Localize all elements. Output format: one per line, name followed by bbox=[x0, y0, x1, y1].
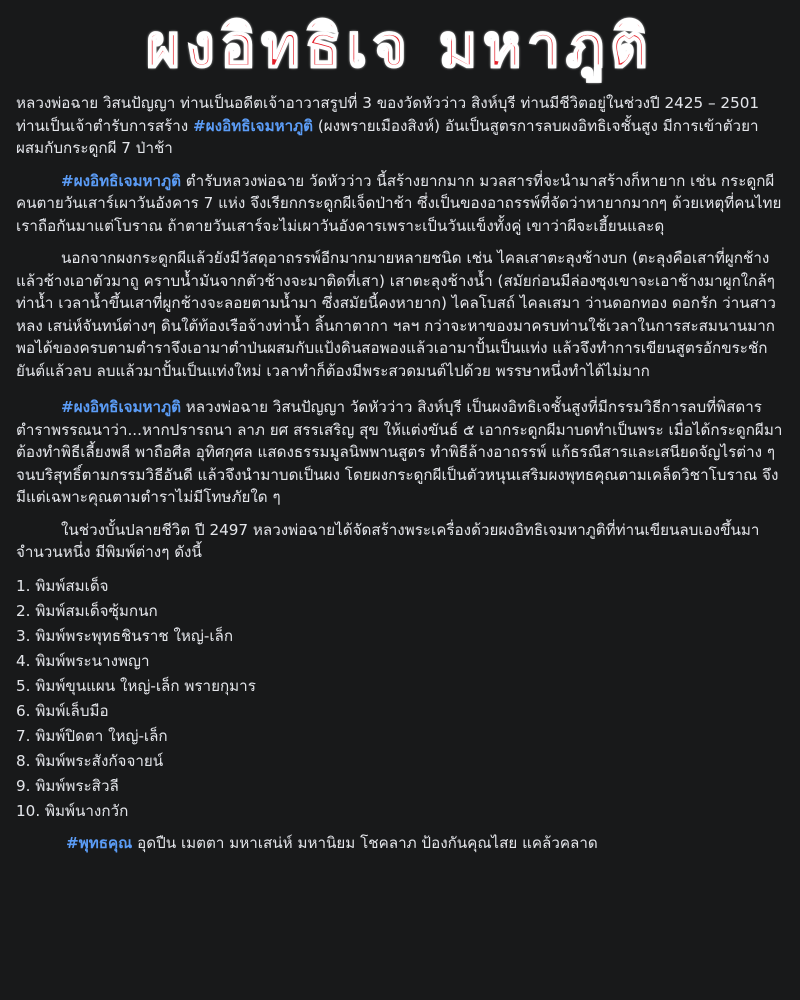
paragraph-method bbox=[16, 396, 784, 509]
paragraph-materials: นอกจากผงกระดูกผีแล้วยังมีวัสดุอาถรรพ์อีกมากมายหลายชนิด เช่น ไคลเสาตะลุงช้างบก (ตะลุงคือเสาที่ผูกช้างแล้วช้างเอาตัวมาถู คราบน้ำมันจากตัวช้างจะมาติดที่เสา) เสาตะลุงช้างน้ำ (สมัยก่อนมีล่องซุงเขาจะเอาช้างมาผูกใกล้ๆ ท่าน้ำ เวลาน้ำขึ้นเสาที่ผูกช้างจะลอยตามน้ำมา ซึ่งสมัยนี้คงหายาก) ไคลโบสถ์ ไคลเสมา ว่านดอกทอง ดอกรัก ว่านสาวหลง เสน่ห์จันทน์ต่างๆ ดินใต้ท้องเรือจ้างท่าน้ำ ลิ้นกาตากา ฯลฯ กว่าจะหาของมาครบท่านใช้เวลาในการสะสมนานมาก พอได้ของครบตามตำราจึงเอามาตำป่นผสมกับแป้งดินสอพองแล้วเอามาปั้นเป็นแท่ง แล้วจึงทำการเขียนสูตรอักขระชักยันต์แล้วลบ ลบแล้วมาปั้นเป็นแท่งใหม่ เวลาทำก็ต้องมีพระสวดมนต์ไปด้วย พรรษาหนึ่งทำได้ไม่มาก bbox=[16, 249, 776, 380]
list-item: 1. พิมพ์สมเด็จ bbox=[16, 576, 109, 595]
list-item: 2. พิมพ์สมเด็จซุ้มกนก bbox=[16, 601, 158, 620]
hashtag-link[interactable]: #พุทธคุณ bbox=[66, 833, 133, 852]
list-item: 10. พิมพ์นางกวัก bbox=[16, 801, 129, 820]
hashtag-link[interactable]: #ผงอิทธิเจมหาภูติ bbox=[61, 171, 181, 190]
recipe-text: ตำรับหลวงพ่อฉาย วัดหัวว่าว นี้สร้างยากมาก มวลสารที่จะนำมาสร้างก็หายาก เช่น กระดูกผีคนตายวันเสาร์เผาวันอังคาร 7 แห่ง จึงเรียกกระดูกผีเจ็ดป่าช้า ซึ่งเป็นของอาถรรพ์ที่จัดว่าหายากมากๆ ด้วยเหตุที่คนไทยเราถือกันมาแต่โบราณ ถ้าตายวันเสาร์จะไม่เผาวันอังคารเพราะเป็นวันแข็งทั้งคู่ เขาว่าผีจะเฮี้ยนและดุ bbox=[16, 171, 782, 235]
hashtag-link[interactable]: #ผงอิทธิเจมหาภูติ bbox=[61, 398, 181, 416]
page-title: ผงอิทธิเจ มหาภูติ bbox=[146, 11, 654, 80]
paragraph-recipe bbox=[16, 170, 784, 238]
intro-text: หลวงพ่อฉาย วิสนปัญญา ท่านเป็นอดีตเจ้าอาวาสรูปที่ 3 ของวัดหัวว่าว สิงห์บุรี ท่านมีชีวิตอยู่ในช่วงปี 2425 – 2501 ท่านเป็นเจ้าตำรับการสร้าง bbox=[16, 94, 760, 135]
hashtag-link[interactable]: #ผงอิทธิเจมหาภูติ bbox=[193, 116, 313, 135]
intro-text-end: (ผงพรายเมืองสิงห์) อันเป็นสูตรการลบผงอิทธิเจชั้นสูง มีการเข้าตัวยาผสมกับกระดูกผี 7 ป่าช้า bbox=[16, 116, 759, 157]
paragraph-intro bbox=[16, 92, 784, 160]
list-item: 6. พิมพ์เล็บมือ bbox=[16, 701, 109, 720]
benefits-text: อุดปืน เมตตา มหาเสน่ห์ มหานิยม โชคลาภ ป้องกันคุณไสย แคล้วคลาด bbox=[132, 833, 598, 852]
method-text: หลวงพ่อฉาย วิสนปัญญา วัดหัวว่าว สิงห์บุรี เป็นผงอิทธิเจชั้นสูงที่มีกรรมวิธีการลบที่พิสดาร ตำราพรรณนาว่า...หากปรารถนา ลาภ ยศ สรรเสริญ สุข ให้แต่งขันธ์ ๕ เอากระดูกผีมาบดทำเป็นพระ เมื่อได้กระดูกผีมาต้องทำพิธีเลี้ยงพลี พาถือศีล อุทิศกุศล แสดงธรรมมูลนิพพานสูตร ทำพิธีล้างอาถรรพ์ แก้ธรณีสารและเสนียดจัญไรต่าง ๆ จนบริสุทธิ์ตามกรรมวิธีอันดี แล้วจึงนำมาบดเป็นผง โดยผงกระดูกผีเป็นตัวหนุนเสริมผงพุทธคุณตามเคล็ดวิชาโบราณ จึงมีแต่เฉพาะคุณตามตำราไม่มีโทษภัยใด ๆ bbox=[16, 398, 783, 506]
list-item: 5. พิมพ์ขุนแผน ใหญ่-เล็ก พรายกุมาร bbox=[16, 676, 256, 695]
list-item: 4. พิมพ์พระนางพญา bbox=[16, 651, 150, 670]
list-item: 7. พิมพ์ปิดตา ใหญ่-เล็ก bbox=[16, 726, 168, 745]
amulet-list bbox=[16, 574, 784, 824]
list-item: 8. พิมพ์พระสังกัจจายน์ bbox=[16, 751, 164, 770]
paragraph-amulets-intro: ในช่วงบั้นปลายชีวิต ปี 2497 หลวงพ่อฉายได้จัดสร้างพระเครื่องด้วยผงอิทธิเจมหาภูติที่ท่านเขียนลบเองขึ้นมาจำนวนหนึ่ง มีพิมพ์ต่างๆ ดังนี้ bbox=[16, 520, 760, 561]
list-item: 9. พิมพ์พระสิวลี bbox=[16, 776, 119, 795]
paragraph-benefits bbox=[16, 832, 784, 855]
list-item: 3. พิมพ์พระพุทธชินราช ใหญ่-เล็ก bbox=[16, 626, 234, 645]
